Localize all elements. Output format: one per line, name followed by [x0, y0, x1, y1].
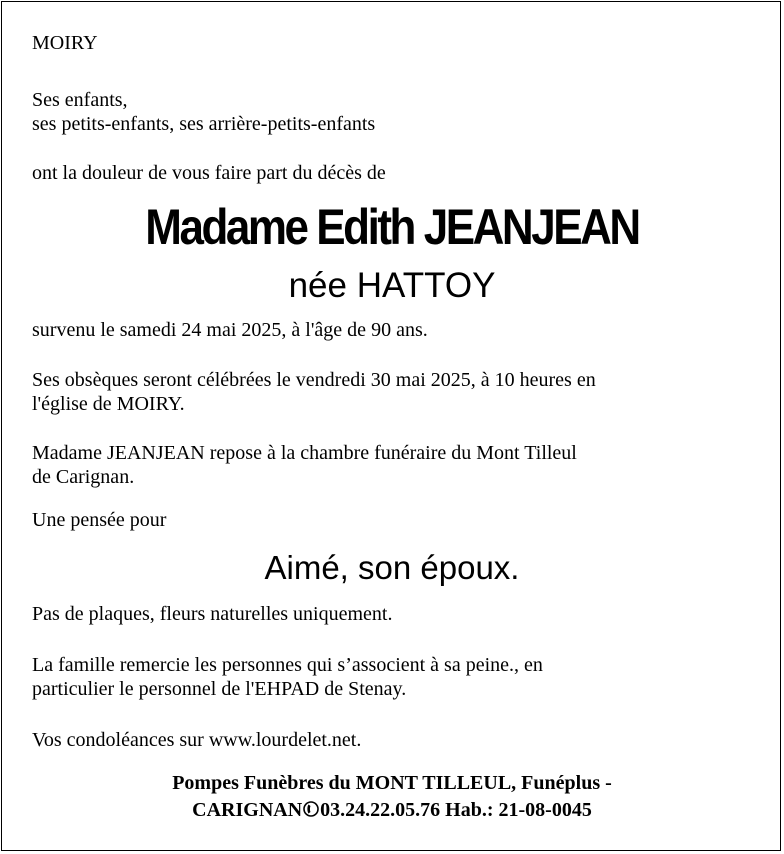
announcement-text: ont la douleur de vous faire part du décès de: [32, 162, 386, 184]
location-heading: MOIRY: [32, 32, 98, 54]
thought-intro: Une pensée pour: [32, 509, 167, 531]
repose-paragraph: [32, 441, 752, 489]
footer-line-2: [32, 797, 752, 824]
footer-city: CARIGNAN: [192, 799, 303, 821]
thought-person: Aimé, son époux.: [264, 549, 520, 586]
funeral-line-1: Ses obsèques seront célébrées le vendredi 30 mai 2025, à 10 heures en: [32, 369, 596, 391]
maiden-name: née HATTOY: [288, 266, 496, 305]
footer-contact: 03.24.22.05.76 Hab.: 21-08-0045: [320, 799, 592, 821]
death-date-text: survenu le samedi 24 mai 2025, à l'âge de 90 ans.: [32, 319, 428, 341]
footer-line-1: Pompes Funèbres du MONT TILLEUL, Funéplus -: [172, 772, 612, 794]
family-line-1: Ses enfants,: [32, 89, 128, 111]
repose-line-2: de Carignan.: [32, 466, 135, 488]
deceased-name: Madame Edith JEANJEAN: [145, 199, 639, 255]
thanks-line-2: particulier le personnel de l'EHPAD de Stenay.: [32, 678, 407, 700]
thanks-paragraph: [32, 653, 752, 701]
funeral-line-2: l'église de MOIRY.: [32, 393, 185, 415]
family-line-2: ses petits-enfants, ses arrière-petits-enfants: [32, 113, 376, 135]
flowers-text: Pas de plaques, fleurs naturelles uniquement.: [32, 603, 393, 625]
condolences-text: Vos condoléances sur www.lourdelet.net.: [32, 729, 362, 751]
thanks-line-1: La famille remercie les personnes qui s’associent à sa peine., en: [32, 654, 543, 676]
phone-icon: [303, 799, 319, 819]
repose-line-1: Madame JEANJEAN repose à la chambre funéraire du Mont Tilleul: [32, 442, 577, 464]
funeral-paragraph: [32, 368, 752, 416]
funeral-home-footer: [32, 770, 752, 824]
